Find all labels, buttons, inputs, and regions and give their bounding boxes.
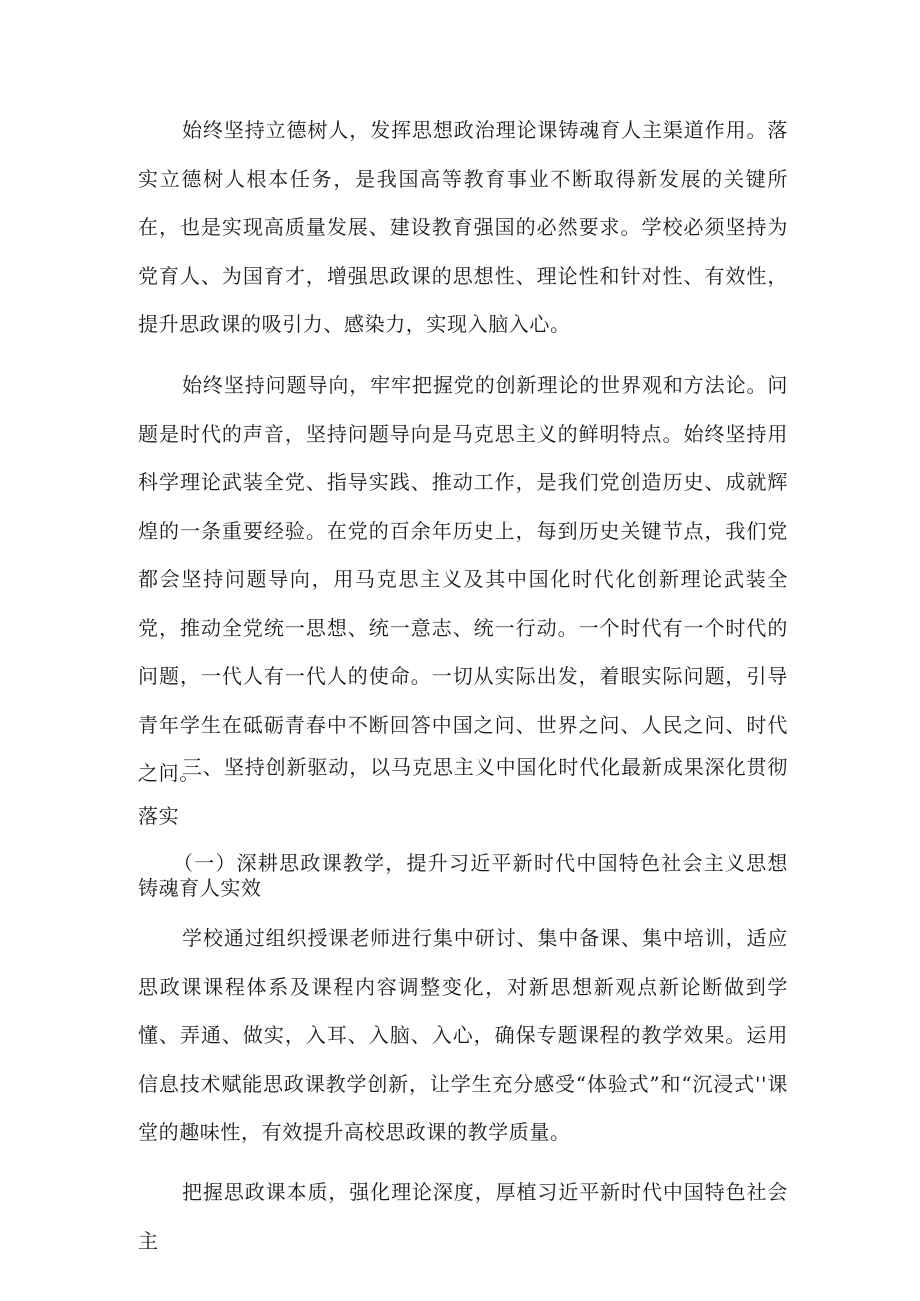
paragraph-problem-orientation: 始终坚持问题导向，牢牢把握党的创新理论的世界观和方法论。问题是时代的声音，坚持问题导向是马克思主义的鲜明特点。始终坚持用科学理论武装全党、指导实践、推动工作，是我们党创造历史、成就辉煌的一条重要经验。在党的百余年历史上，每到历史关键节点，我们党都会坚持问题导向，用马克思主义及其中国化时代化创新理论武装全党，推动全党统一思想、统一意志、统一行动。一个时代有一个时代的问题，一代人有一代人的使命。一切从实际出发，着眼实际问题，引导青年学生在砥砺青春中不断回答中国之问、世界之问、人民之问、时代之问。	[138, 373, 788, 785]
paragraph-teaching-methods: 学校通过组织授课老师进行集中研讨、集中备课、集中培训，适应思政课课程体系及课程内容调整变化，对新思想新观点新论断做到学懂、弄通、做实，入耳、入脑、入心，确保专题课程的教学效果。运用信息技术赋能思政课教学创新，让学生充分感受“体验式”和“沉浸式''课堂的趣味性，有效提升高校思政课的教学质量。	[138, 926, 788, 1144]
paragraph-theory-depth: 把握思政课本质，强化理论深度，厚植习近平新时代中国特色社会主	[138, 1180, 788, 1253]
paragraph-moral-education: 始终坚持立德树人，发挥思想政治理论课铸魂育人主渠道作用。落实立德树人根本任务，是我国高等教育事业不断取得新发展的关键所在，也是实现高质量发展、建设教育强国的必然要求。学校必须坚持为党育人、为国育才，增强思政课的思想性、理论性和针对性、有效性，提升思政课的吸引力、感染力，实现入脑入心。	[138, 118, 788, 336]
section-heading-innovation: 三、坚持创新驱动，以马克思主义中国化时代化最新成果深化贯彻落实	[138, 755, 788, 828]
subsection-heading-teaching: （一）深耕思政课教学，提升习近平新时代中国特色社会主义思想铸魂育人实效	[138, 851, 788, 900]
